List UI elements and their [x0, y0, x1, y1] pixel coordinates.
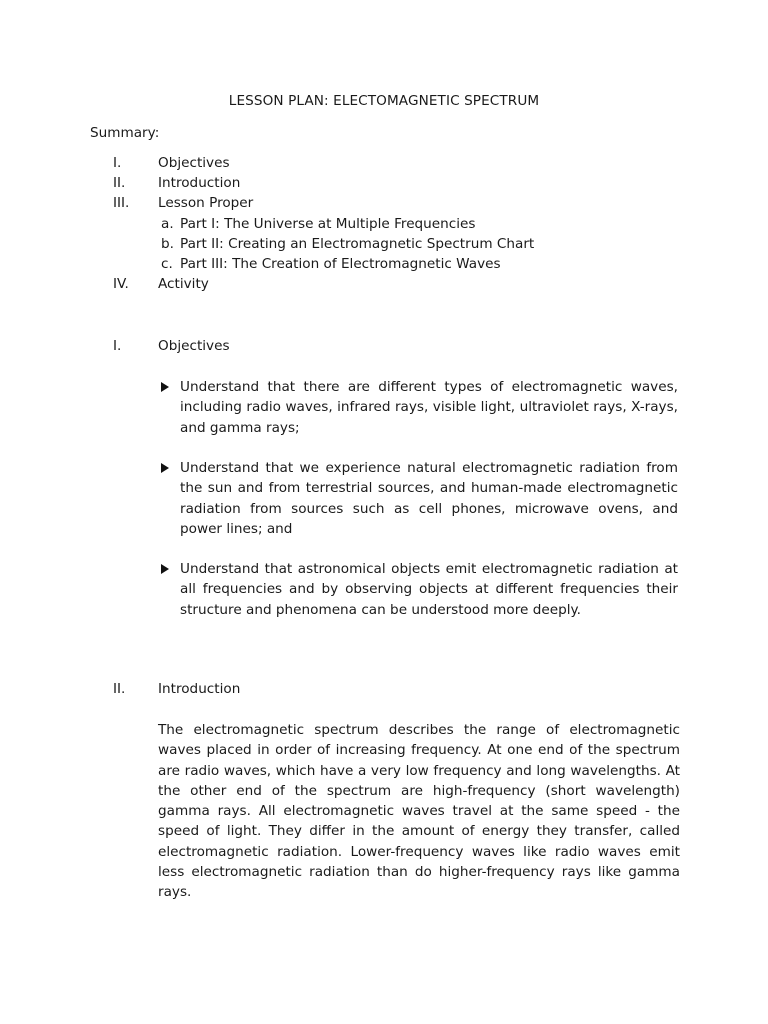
summary-item-lesson-proper: Lesson Proper	[158, 195, 254, 211]
section-number: I.	[113, 338, 122, 354]
summary-number: IV.	[113, 276, 129, 292]
objectives-heading: Objectives	[158, 338, 230, 354]
summary-item-introduction: Introduction	[158, 175, 241, 191]
objective-text: Understand that astronomical objects emit electromagnetic radiation at all frequencies and by observing objects at different frequencies their structure and phenomena can be understood more deeply.	[180, 561, 678, 618]
summary-number: II.	[113, 175, 126, 191]
summary-label: Summary:	[90, 125, 160, 141]
lesson-part-letter: c.	[161, 256, 173, 272]
arrow-bullet-icon	[161, 463, 169, 473]
lesson-part-letter: a.	[161, 216, 174, 232]
arrow-bullet-icon	[161, 382, 169, 392]
introduction-paragraph: The electromagnetic spectrum describes the range of electromagnetic waves placed in order of increasing frequency. At one end of the spectrum are radio waves, which have a very low frequency and long wavelengths. At the other end of the spectrum are high-frequency (short wavelength) gamma rays. All electromagnetic waves travel at the same speed - the speed of light. They differ in the amount of energy they transfer, called electromagnetic radiation. Lower-frequency waves like radio waves emit less electromagnetic radiation than do higher-frequency rays like gamma rays.	[158, 722, 680, 901]
summary-number: III.	[113, 195, 130, 211]
summary-item-activity: Activity	[158, 276, 209, 292]
section-number: II.	[113, 681, 126, 697]
document-title: LESSON PLAN: ELECTOMAGNETIC SPECTRUM	[228, 93, 540, 109]
arrow-bullet-icon	[161, 564, 169, 574]
summary-item-objectives: Objectives	[158, 155, 230, 171]
objective-text: Understand that there are different types of electromagnetic waves, including radio waves, infrared rays, visible light, ultraviolet rays, X-rays, and gamma rays;	[180, 379, 678, 436]
lesson-part-3: Part III: The Creation of Electromagnetic Waves	[180, 256, 501, 272]
lesson-part-letter: b.	[161, 236, 174, 252]
introduction-heading: Introduction	[158, 681, 241, 697]
summary-number: I.	[113, 155, 122, 171]
objective-text: Understand that we experience natural electromagnetic radiation from the sun and from terrestrial sources, and human-made electromagnetic radiation from sources such as cell phones, microwave ovens, and power lines; and	[180, 460, 678, 537]
lesson-part-2: Part II: Creating an Electromagnetic Spectrum Chart	[180, 236, 535, 252]
lesson-part-1: Part I: The Universe at Multiple Frequencies	[180, 216, 476, 232]
